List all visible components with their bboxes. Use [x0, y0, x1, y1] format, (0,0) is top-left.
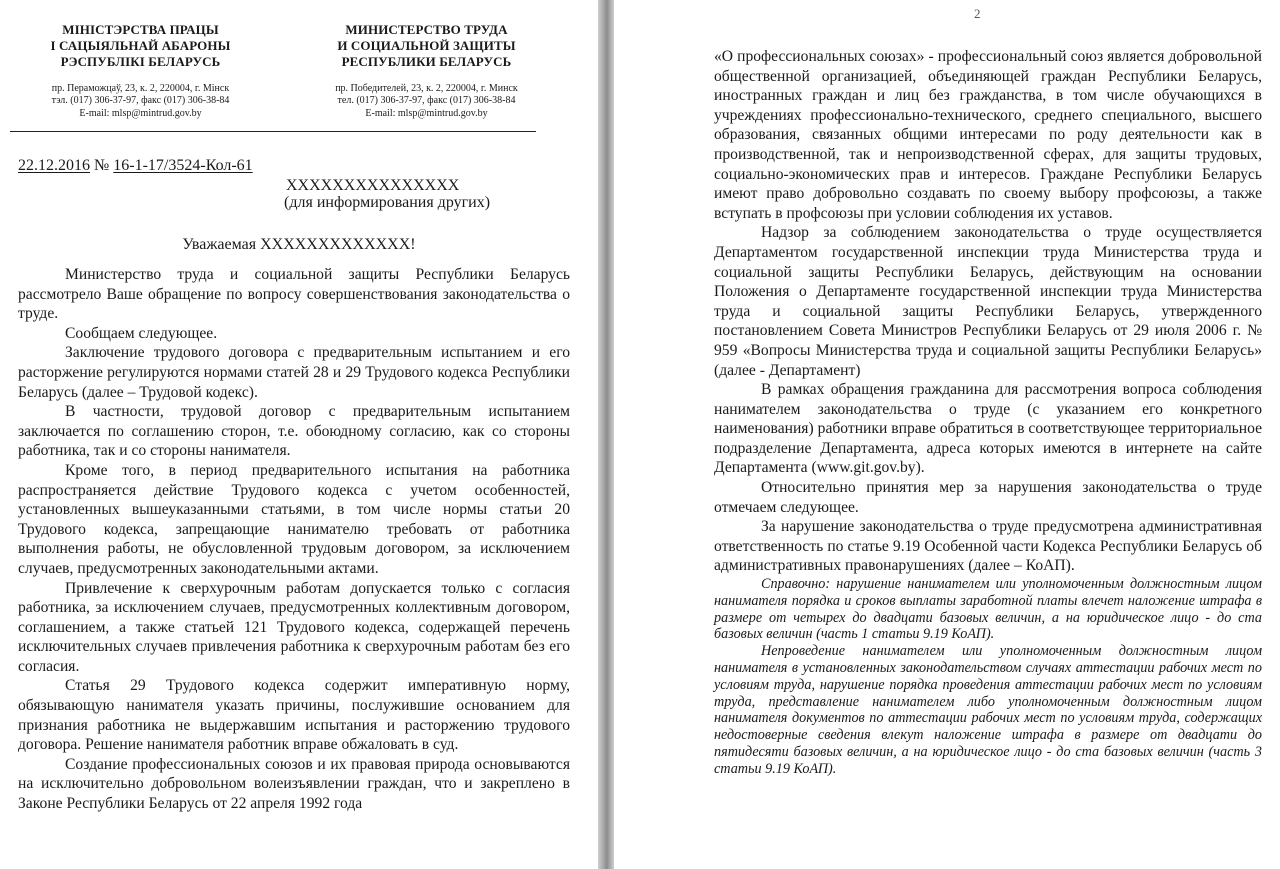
addressee-note: (для информирования других)	[284, 194, 491, 212]
paragraph: Статья 29 Трудового кодекса содержит императивную норму, обязывающую нанимателя указать причины, послужившие основанием для признания работника не выдержавшим испытания и расторжению трудового договора. Решение нанимателя работник вправе обжаловать в суд.	[18, 677, 570, 754]
greeting: Уважаемая ХХХХХХХХХХХХХ!	[182, 236, 416, 253]
ministry-address-russian	[294, 83, 559, 121]
addressee-block	[284, 177, 490, 212]
paragraph: «О профессиональных союзах» - профессиональный союз является добровольной общественной организацией, объединяющей граждан Республики Беларусь, иностранных граждан и лиц без гражданства, в том числе обучающихся в учреждениях профессионально-технического, среднего специального, высшего образования, связанных общими интересами по роду деятельности как в производственной, так и непроизводственной сферах, для защиты трудовых, социально-экономических прав и интересов. Граждане Республики Беларусь имеют право добровольно создавать по своему выбору профсоюзы, а также вступать в профсоюзы при условии соблюдения их уставов.	[714, 48, 1262, 222]
number-sign: №	[94, 157, 110, 174]
registration-number: 16-1-17/3524-Кол-61	[113, 157, 253, 174]
reference-note: Справочно: нарушение нанимателем или уполномоченным должностным лицом нанимателя порядка и сроков выплаты заработной платы влечет наложение штрафа в размере от четырех до двадцати базовых величин, а на юридическое лицо - до ста базовых величин (часть 1 статьи 9.19 КоАП).	[714, 576, 1262, 643]
paragraph: Привлечение к сверхурочным работам допускается только с согласия работника, за исключением случаев, предусмотренных коллективным договором, соглашением, а также статьей 121 Трудового кодекса, содержащей перечень исключительных случаев привлечения работника к сверхурочным работам без его согласия.	[18, 579, 570, 675]
paragraph: Относительно принятия мер за нарушения законодательства о труде отмечаем следующее.	[714, 479, 1262, 516]
email-line: E-mail: mlsp@mintrud.gov.by	[79, 108, 202, 120]
paragraph: Надзор за соблюдением законодательства о труде осуществляется Департаментом государственной инспекции труда Министерства труда и социальной защиты Республики Беларусь, действующим на основании Положения о Департаменте государственной инспекции труда Министерства труда и социальной защиты Республики Беларусь, утвержденного постановлением Совета Министров Республики Беларусь от 29 июля 2006 г. № 959 «Вопросы Министерства труда и социальной защиты Республики Беларусь» (далее - Департамент)	[714, 224, 1262, 379]
address-line: пр. Победителей, 23, к. 2, 220004, г. Минск	[335, 82, 518, 94]
ministry-name-russian	[294, 22, 559, 70]
email-line: E-mail: mlsp@mintrud.gov.by	[365, 108, 488, 120]
reference-note: Непроведение нанимателем или уполномоченным должностным лицом нанимателя в установленных законодательством случаях аттестации рабочих мест по условиям труда, нарушение порядка проведения аттестации рабочих мест по условиям труда, представление нанимателем либо уполномоченным должностным лицом нанимателя документов по аттестации рабочих мест по условиям труда, содержащих недостоверные сведения влекут наложение штрафа в размере от двадцати до пятидесяти базовых величин, а на юридическое лицо - до ста базовых величин (часть 3 статьи 9.19 КоАП).	[714, 643, 1262, 777]
paragraph: В рамках обращения гражданина для рассмотрения вопроса соблюдения нанимателем законодательства о труде (с указанием его конкретного наименования) работники вправе обратиться в соответствующее территориальное подразделение Департамента, адреса которых имеются в интернете на сайте Департамента (www.git.gov.by).	[714, 381, 1262, 477]
paragraph: В частности, трудовой договор с предварительным испытанием заключается по соглашению сторон, т.е. обоюдному согласию, как со стороны работника, так и со стороны нанимателя.	[18, 403, 570, 460]
phone-line: тэл. (017) 306-37-97, факс (017) 306-38-84	[51, 95, 230, 107]
letterhead-divider	[10, 131, 536, 132]
ministry-name-line: РЭСПУБЛІКІ БЕЛАРУСЬ	[60, 53, 221, 69]
ministry-name-line: І САЦЫЯЛЬНАЙ АБАРОНЫ	[50, 37, 231, 53]
paragraph: Кроме того, в период предварительного испытания на работника распространяется действие Трудового кодекса с учетом особенностей, установленных вышеуказанными статьями, в том числе нормы статьи 20 Трудового кодекса, запрещающие нанимателю требовать от работника выполнения работы, не обусловленной трудовым договором, за исключением случаев, предусмотренных законодательными актами.	[18, 461, 570, 577]
ministry-name-line: МИНИСТЕРСТВО ТРУДА	[345, 22, 508, 37]
letterhead-belarusian	[8, 22, 273, 121]
paragraph: За нарушение законодательства о труде предусмотрена административная ответственность по статье 9.19 Особенной части Кодекса Республики Беларусь об административных правонарушениях (далее – КоАП).	[714, 518, 1262, 575]
paragraph: Сообщаем следующее.	[65, 324, 218, 342]
letter-body-page-2	[714, 47, 1262, 778]
paragraph: Заключение трудового договора с предварительным испытанием и его расторжение регулируются нормами статей 28 и 29 Трудового кодекса Республики Беларусь (далее – Трудовой кодекс).	[18, 344, 570, 401]
page-number: 2	[974, 6, 981, 21]
ministry-name-line: И СОЦИАЛЬНОЙ ЗАЩИТЫ	[337, 37, 516, 53]
letter-body-page-1	[18, 265, 570, 814]
paragraph: Создание профессиональных союзов и их правовая природа основываются на исключительно добровольном волеизъявлении граждан, что и закреплено в Законе Республики Беларусь от 22 апреля 1992 года	[18, 755, 570, 813]
phone-line: тел. (017) 306-37-97, факс (017) 306-38-84	[337, 95, 516, 107]
document-page-1	[0, 0, 598, 869]
registration-date: 22.12.2016	[18, 157, 90, 174]
addressee-name: ХХХХХХХХХХХХХХХ	[286, 177, 460, 194]
document-page-2	[614, 0, 1280, 869]
ministry-name-belarusian	[8, 22, 273, 70]
ministry-address-belarusian	[8, 83, 273, 121]
registration-line	[18, 157, 253, 175]
address-line: пр. Пераможцаў, 23, к. 2, 220004, г. Мінск	[51, 82, 230, 94]
letterhead-russian	[294, 22, 559, 121]
ministry-name-line: МІНІСТЭРСТВА ПРАЦЫ	[62, 22, 219, 37]
ministry-name-line: РЕСПУБЛИКИ БЕЛАРУСЬ	[341, 53, 512, 69]
paragraph: Министерство труда и социальной защиты Республики Беларусь рассмотрело Ваше обращение по вопросу совершенствования законодательства о труде.	[18, 266, 570, 323]
page-gutter	[598, 0, 614, 869]
